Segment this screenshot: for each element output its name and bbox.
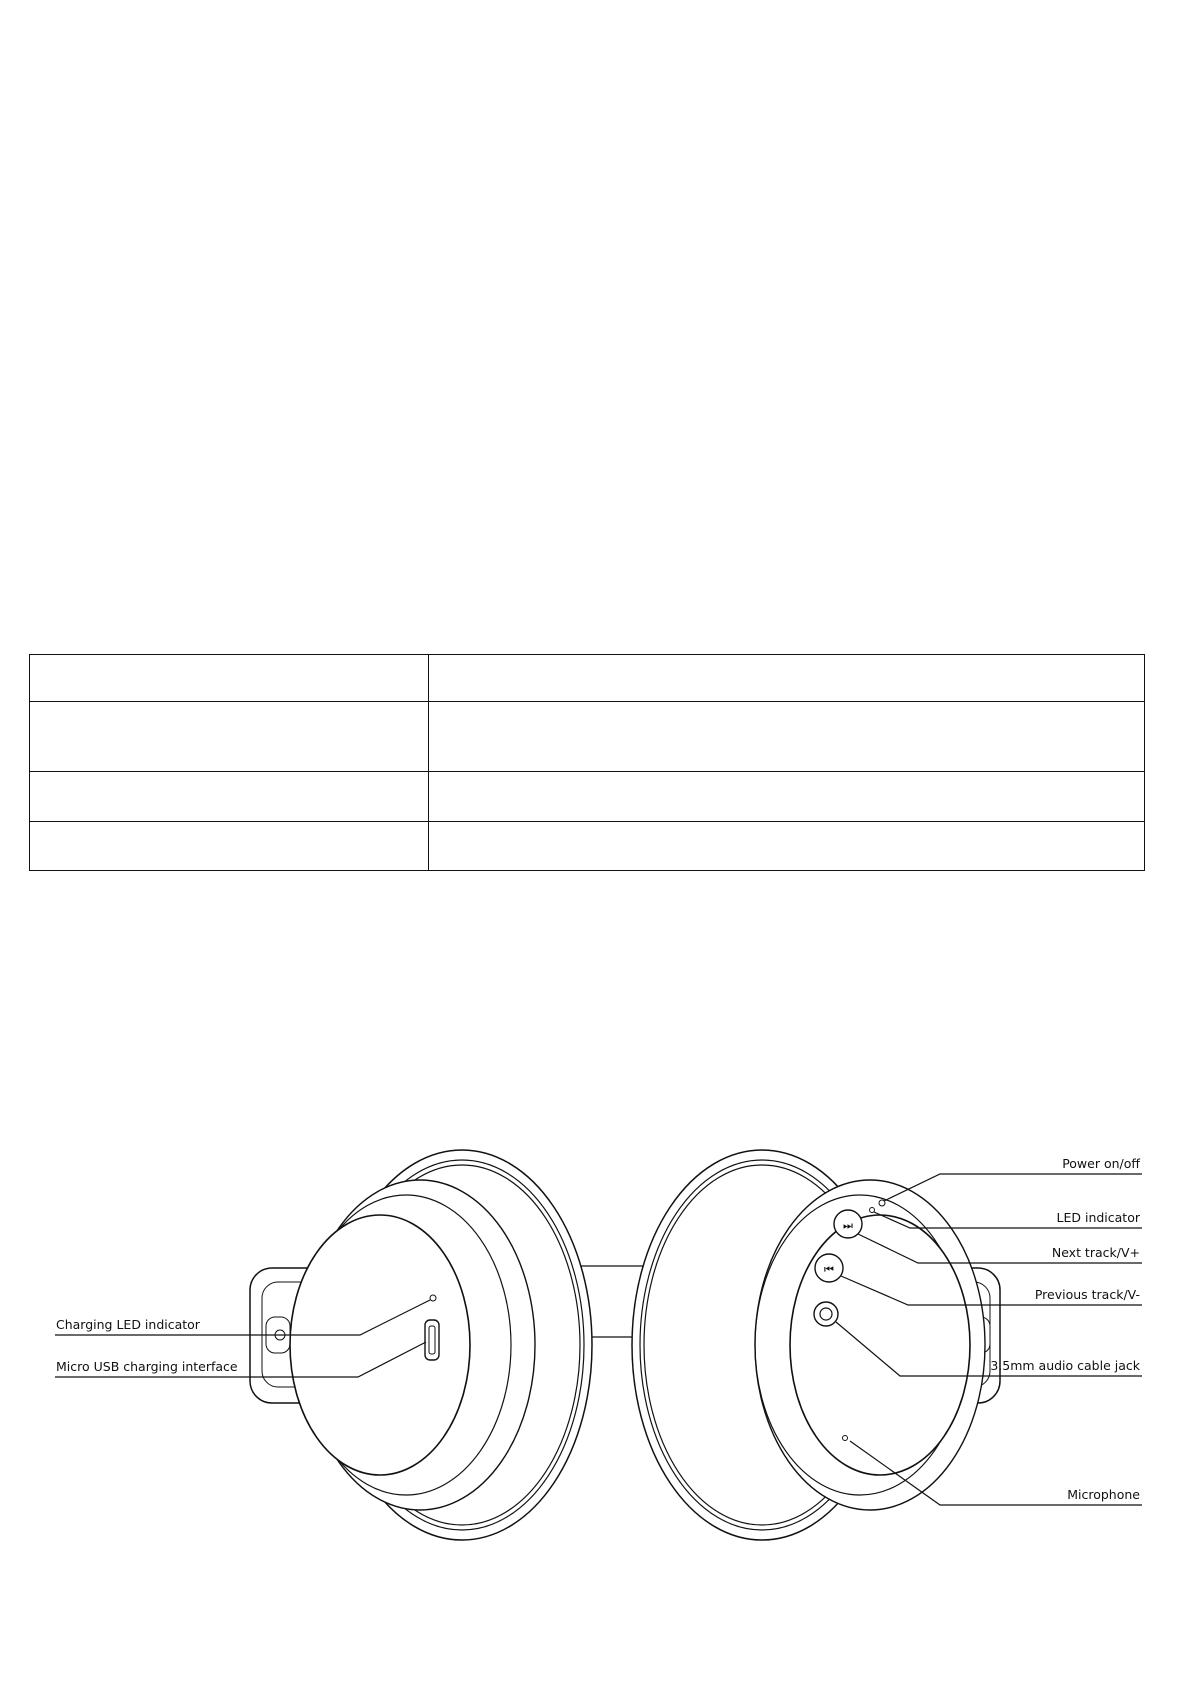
table-cell-label <box>30 655 429 702</box>
charging-led-icon <box>430 1295 436 1301</box>
table-cell-label <box>30 772 429 822</box>
table-row <box>30 822 1145 871</box>
next-track-button-icon <box>834 1210 862 1238</box>
label-led: LED indicator <box>1056 1210 1140 1225</box>
label-charging-led: Charging LED indicator <box>56 1317 200 1332</box>
callout-power <box>884 1156 1142 1201</box>
audio-jack-icon <box>814 1302 838 1326</box>
table-cell-value <box>429 702 1145 772</box>
headphones-diagram <box>0 1120 1190 1570</box>
label-previous: Previous track/V- <box>1034 1287 1140 1302</box>
microphone-icon <box>843 1436 848 1441</box>
table-row <box>30 772 1145 822</box>
table-cell-value <box>429 772 1145 822</box>
table-cell-label <box>30 702 429 772</box>
previous-track-button-icon <box>815 1254 843 1282</box>
led-indicator-icon <box>870 1208 875 1213</box>
table-row <box>30 702 1145 772</box>
table-cell-value <box>429 822 1145 871</box>
right-ear-cup <box>632 1150 1000 1540</box>
label-jack: 3.5mm audio cable jack <box>990 1358 1140 1373</box>
label-micro-usb: Micro USB charging interface <box>56 1359 238 1374</box>
table-cell-value <box>429 655 1145 702</box>
svg-text:⏭: ⏭ <box>843 1219 853 1232</box>
label-next: Next track/V+ <box>1051 1245 1140 1260</box>
table-cell-label <box>30 822 429 871</box>
svg-text:⏮: ⏮ <box>824 1263 834 1276</box>
label-power: Power on/off <box>1062 1156 1140 1171</box>
micro-usb-port-icon <box>425 1320 439 1360</box>
spec-table <box>29 654 1145 871</box>
table-row <box>30 655 1145 702</box>
label-microphone: Microphone <box>1067 1487 1140 1502</box>
